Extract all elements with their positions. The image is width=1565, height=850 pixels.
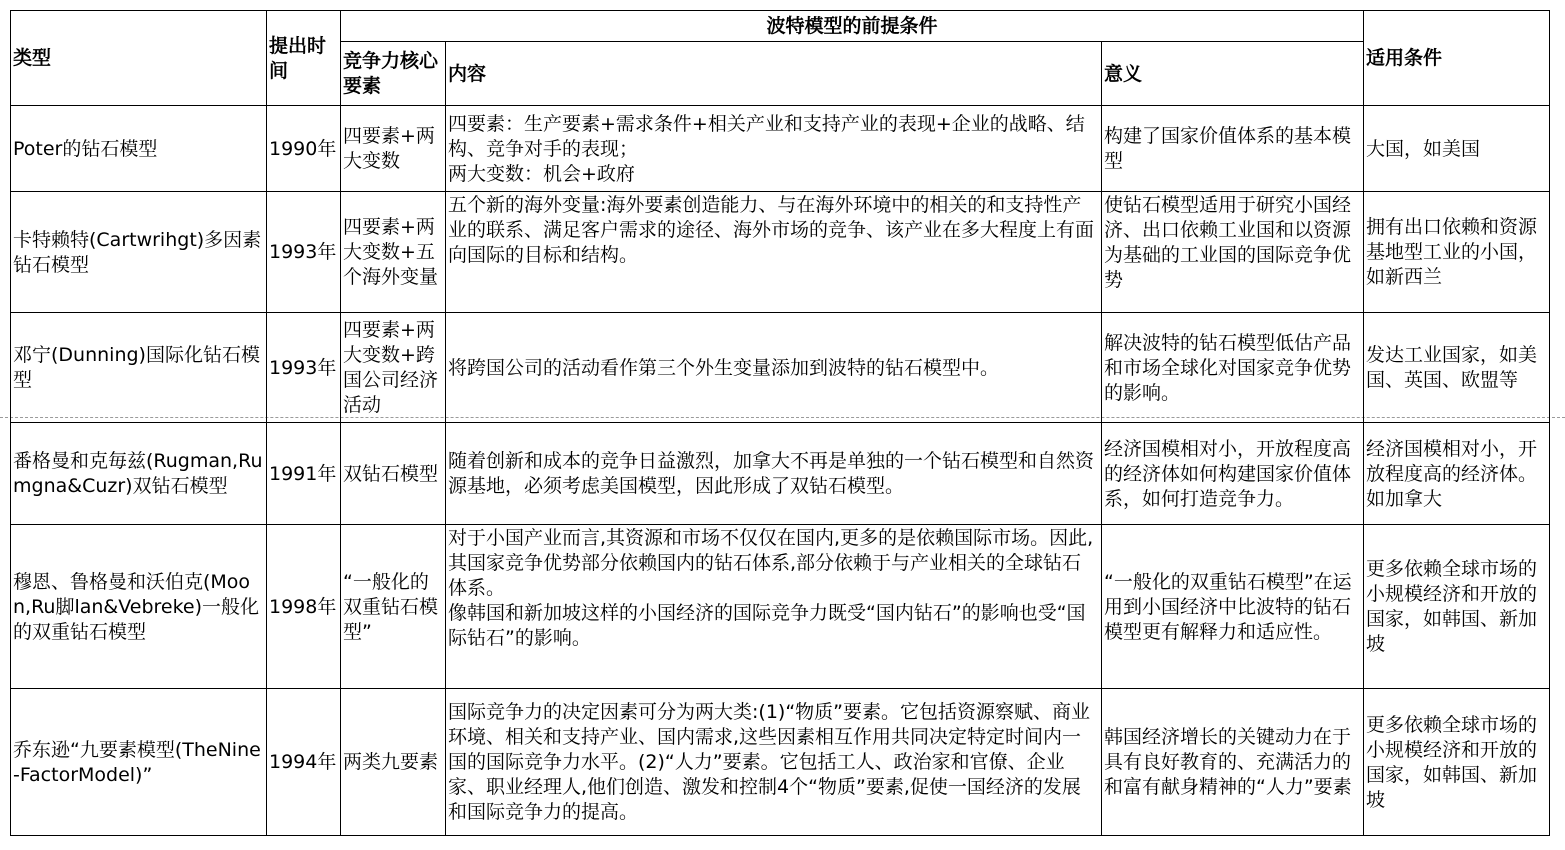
cell-core-factors: 四要素+两大变数+五个海外变量 <box>341 192 446 313</box>
cell-year: 1993年 <box>267 313 341 423</box>
header-row-1 <box>11 11 1550 42</box>
cell-core-factors: 双钻石模型 <box>341 423 446 525</box>
table-row <box>11 106 1550 192</box>
cell-year: 1991年 <box>267 423 341 525</box>
cell-meaning: “一般化的双重钻石模型”在运用到小国经济中比波特的钻石模型更有解释力和适应性。 <box>1102 525 1364 689</box>
cell-meaning: 解决波特的钻石模型低估产品和市场全球化对国家竞争优势的影响。 <box>1102 313 1364 423</box>
cell-content: 对于小国产业而言,其资源和市场不仅仅在国内,更多的是依赖国际市场。因此,其国家竞争优势部分依赖国内的钻石体系,部分依赖于与产业相关的全球钻石体系。 像韩国和新加坡这样的小国经济的国际竞争力既受“国内钻石”的影响也受“国际钻石”的影响。 <box>446 525 1102 689</box>
header-premise-group: 波特模型的前提条件 <box>341 11 1364 42</box>
table-row <box>11 423 1550 525</box>
cell-conditions: 拥有出口依赖和资源基地型工业的小国，如新西兰 <box>1364 192 1550 313</box>
cell-type: Poter的钻石模型 <box>11 106 267 192</box>
porter-model-comparison-table <box>10 10 1550 836</box>
cell-type: 卡特赖特(Cartwrihgt)多因素钻石模型 <box>11 192 267 313</box>
cell-conditions: 经济国模相对小，开放程度高的经济体。如加拿大 <box>1364 423 1550 525</box>
cell-type: 番格曼和克毎兹(Rugman,Rumgna&Cuzr)双钻石模型 <box>11 423 267 525</box>
cell-core-factors: “一般化的双重钻石模型” <box>341 525 446 689</box>
cell-type: 乔东逊“九要素模型(TheNine-FactorModel)” <box>11 689 267 836</box>
table-row <box>11 689 1550 836</box>
header-content: 内容 <box>446 42 1102 106</box>
cell-year: 1994年 <box>267 689 341 836</box>
cell-meaning: 使钻石模型适用于研究小国经济、出口依赖工业国和以资源为基础的工业国的国际竞争优势 <box>1102 192 1364 313</box>
cell-content: 国际竞争力的决定因素可分为两大类:(1)“物质”要素。它包括资源察赋、商业环境、相关和支持产业、国内需求,这些因素相互作用共同决定特定时间内一国的国际竞争力水平。(2)“人力”要素。它包括工人、政治家和官僚、企业家、职业经理人,他们创造、激发和控制4个“物质”要素,促使一国经济的发展和国际竞争力的提高。 <box>446 689 1102 836</box>
cell-year: 1993年 <box>267 192 341 313</box>
cell-content: 将跨国公司的活动看作第三个外生变量添加到波特的钻石模型中。 <box>446 313 1102 423</box>
cell-content: 四要素：生产要素+需求条件+相关产业和支持产业的表现+企业的战略、结构、竞争对手的表现； 两大变数：机会+政府 <box>446 106 1102 192</box>
cell-content: 五个新的海外变量:海外要素创造能力、与在海外环境中的相关的和支持性产业的联系、满足客户需求的途径、海外市场的竞争、该产业在多大程度上有面向国际的目标和结构。 <box>446 192 1102 313</box>
table-row <box>11 192 1550 313</box>
cell-type: 穆恩、鲁格曼和沃伯克(Moon,Ru脚lan&Vebreke)一般化的双重钻石模型 <box>11 525 267 689</box>
cell-conditions: 大国，如美国 <box>1364 106 1550 192</box>
table-row <box>11 313 1550 423</box>
cell-conditions: 更多依赖全球市场的小规模经济和开放的国家，如韩国、新加坡 <box>1364 689 1550 836</box>
cell-meaning: 韩国经济增长的关键动力在于具有良好教育的、充满活力的和富有献身精神的“人力”要素 <box>1102 689 1364 836</box>
cell-core-factors: 两类九要素 <box>341 689 446 836</box>
table-row <box>11 525 1550 689</box>
cell-core-factors: 四要素+两大变数 <box>341 106 446 192</box>
cell-year: 1990年 <box>267 106 341 192</box>
header-conditions: 适用条件 <box>1364 11 1550 106</box>
header-meaning: 意义 <box>1102 42 1364 106</box>
cell-core-factors: 四要素+两大变数+跨国公司经济活动 <box>341 313 446 423</box>
cell-meaning: 构建了国家价值体系的基本模型 <box>1102 106 1364 192</box>
cell-conditions: 更多依赖全球市场的小规模经济和开放的国家，如韩国、新加坡 <box>1364 525 1550 689</box>
cell-year: 1998年 <box>267 525 341 689</box>
header-type: 类型 <box>11 11 267 106</box>
header-core-factors: 竞争力核心要素 <box>341 42 446 106</box>
cell-type: 邓宁(Dunning)国际化钻石模型 <box>11 313 267 423</box>
cell-conditions: 发达工业国家，如美国、英国、欧盟等 <box>1364 313 1550 423</box>
cell-meaning: 经济国模相对小，开放程度高的经济体如何构建国家价值体系，如何打造竞争力。 <box>1102 423 1364 525</box>
cell-content: 随着创新和成本的竞争日益激烈，加拿大不再是单独的一个钻石模型和自然资源基地，必须考虑美国模型，因此形成了双钻石模型。 <box>446 423 1102 525</box>
header-year: 提出时间 <box>267 11 341 106</box>
